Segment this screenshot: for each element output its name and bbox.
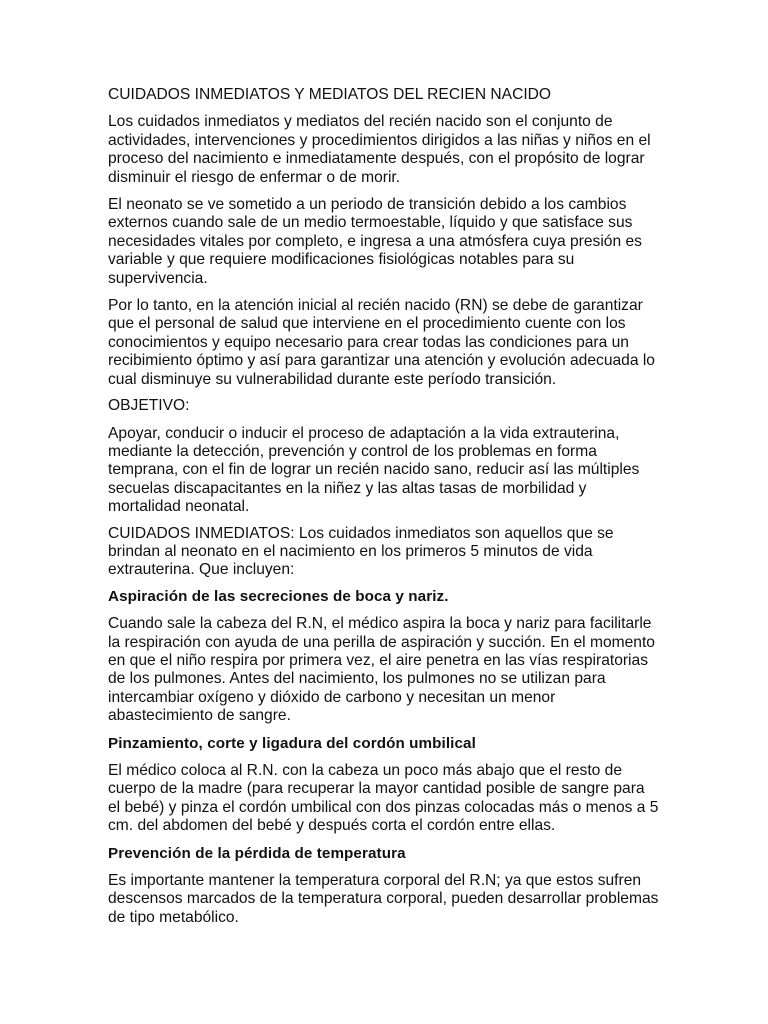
heading-temperature: Prevención de la pérdida de temperatura [108, 844, 406, 862]
document-title: CUIDADOS INMEDIATOS Y MEDIATOS DEL RECIEN NACIDO [108, 86, 552, 103]
document-body [108, 86, 660, 935]
objective-label: OBJETIVO: [108, 397, 190, 415]
paragraph-transition: El neonato se ve sometido a un periodo de transición debido a los cambios externos cuando sale de un medio termoestable, líquido y que satisface sus necesidades vitales por completo, e ingresa a una atmósfera cuya presión es variable y que requiere modificaciones fisiológicas notables para su supervivencia. [108, 196, 642, 287]
heading-umbilical-cord: Pinzamiento, corte y ligadura del cordón umbilical [108, 734, 476, 752]
paragraph-initial-care: Por lo tanto, en la atención inicial al recién nacido (RN) se debe de garantizar que el personal de salud que interviene en el procedimiento cuente con los conocimientos y equipo necesario para crear todas las condiciones para un recibimiento óptimo y así para garantizar una atención y evolución adecuada lo cual disminuye su vulnerabilidad durante este período transición. [108, 297, 655, 388]
paragraph-immediate-care: CUIDADOS INMEDIATOS: Los cuidados inmediatos son aquellos que se brindan al neonato en el nacimiento en los primeros 5 minutos de vida extrauterina. Que incluyen: [108, 524, 614, 579]
paragraph-objective: Apoyar, conducir o inducir el proceso de adaptación a la vida extrauterina, mediante la detección, prevención y control de los problemas en forma temprana, con el fin de lograr un recién nacido sano, reducir así las múltiples secuelas discapacitantes en la niñez y las altas tasas de morbilidad y mortalidad neonatal. [108, 424, 640, 516]
paragraph-umbilical-cord: El médico coloca al R.N. con la cabeza un poco más abajo que el resto de cuerpo de la madre (para recuperar la mayor cantidad posible de sangre para el bebé) y pinza el cordón umbilical con dos pinzas colocadas más o menos a 5 cm. del abdomen del bebé y después corta el cordón entre ellas. [108, 762, 659, 835]
paragraph-aspiration: Cuando sale la cabeza del R.N, el médico aspira la boca y nariz para facilitarle la respiración con ayuda de una perilla de aspiración y succión. En el momento en que el niño respira por primera vez, el aire penetra en las vías respiratorias de los pulmones. Antes del nacimiento, los pulmones no se utilizan para intercambiar oxígeno y dióxido de carbono y necesitan un menor abastecimiento de sangre. [108, 615, 655, 725]
heading-aspiration: Aspiración de las secreciones de boca y nariz. [108, 587, 449, 605]
paragraph-temperature: Es importante mantener la temperatura corporal del R.N; ya que estos sufren descensos marcados de la temperatura corporal, pueden desarrollar problemas de tipo metabólico. [108, 872, 659, 926]
paragraph-definition: Los cuidados inmediatos y mediatos del recién nacido son el conjunto de actividades, intervenciones y procedimientos dirigidos a las niñas y niños en el proceso del nacimiento e inmediatamente después, con el propósito de lograr disminuir el riesgo de enfermar o de morir. [108, 113, 651, 186]
